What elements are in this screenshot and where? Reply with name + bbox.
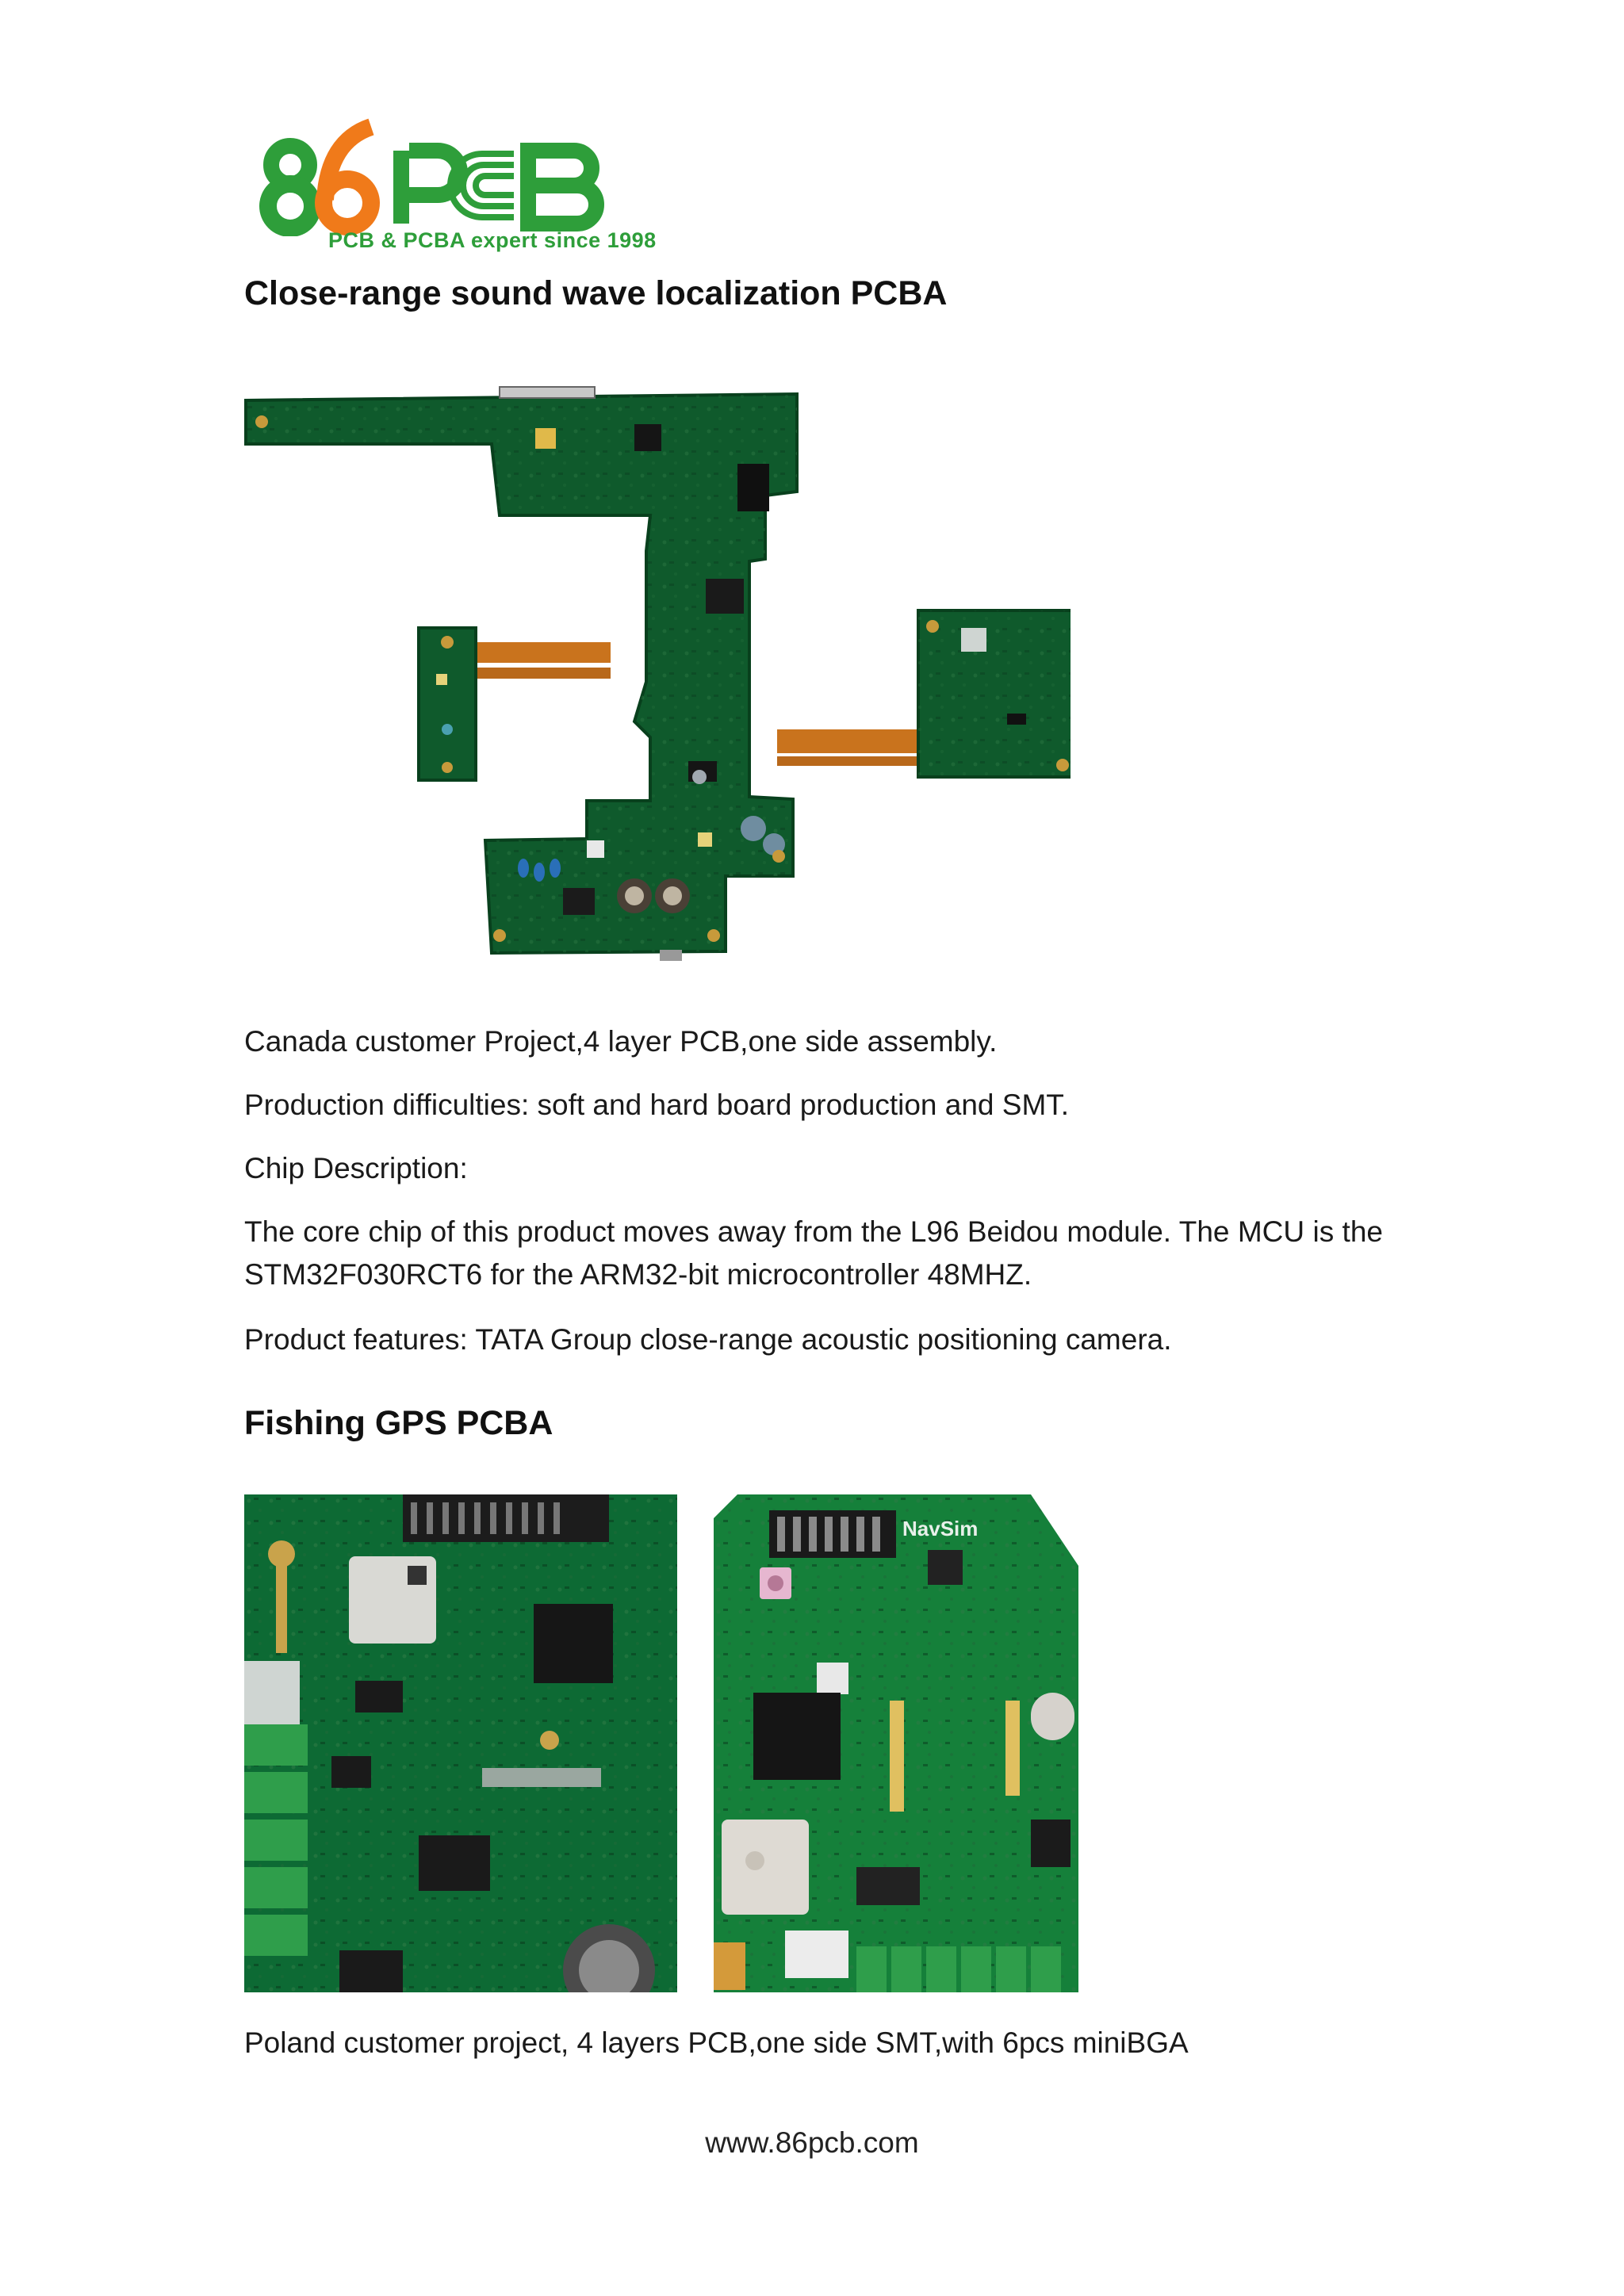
pcb-closeup-illustration-right bbox=[714, 1494, 1078, 1992]
paragraph-project-info: Canada customer Project,4 layer PCB,one side assembly. bbox=[244, 1025, 998, 1058]
pcb-board-illustration bbox=[238, 381, 1071, 983]
navsim-board-label: NavSim bbox=[902, 1517, 979, 1540]
pcba-photo-sound-localization bbox=[238, 381, 1071, 983]
footer-website[interactable]: www.86pcb.com bbox=[705, 2126, 919, 2159]
logo-mark-icon bbox=[252, 117, 649, 236]
section-title-fishing-gps: Fishing GPS PCBA bbox=[244, 1404, 553, 1442]
pcb-closeup-illustration-left bbox=[244, 1494, 677, 1992]
pcba-photo-fishing-gps-right bbox=[714, 1494, 1078, 1992]
logo-tagline: PCB & PCBA expert since 1998 bbox=[328, 228, 657, 252]
paragraph-product-features: Product features: TATA Group close-range acoustic positioning camera. bbox=[244, 1323, 1172, 1356]
company-logo bbox=[252, 117, 657, 256]
paragraph-poland-project: Poland customer project, 4 layers PCB,one side SMT,with 6pcs miniBGA bbox=[244, 2026, 1189, 2059]
paragraph-chip-description: The core chip of this product moves away from the L96 Beidou module. The MCU is the STM32F030RCT6 for the ARM32-bit microcontroller 48MHZ. bbox=[244, 1215, 1383, 1291]
paragraph-chip-description-label: Chip Description: bbox=[244, 1152, 468, 1184]
section-title-sound-localization: Close-range sound wave localization PCBA bbox=[244, 274, 948, 312]
paragraph-production-difficulties: Production difficulties: soft and hard board production and SMT. bbox=[244, 1089, 1070, 1121]
pcba-photo-fishing-gps-left bbox=[244, 1494, 677, 1992]
